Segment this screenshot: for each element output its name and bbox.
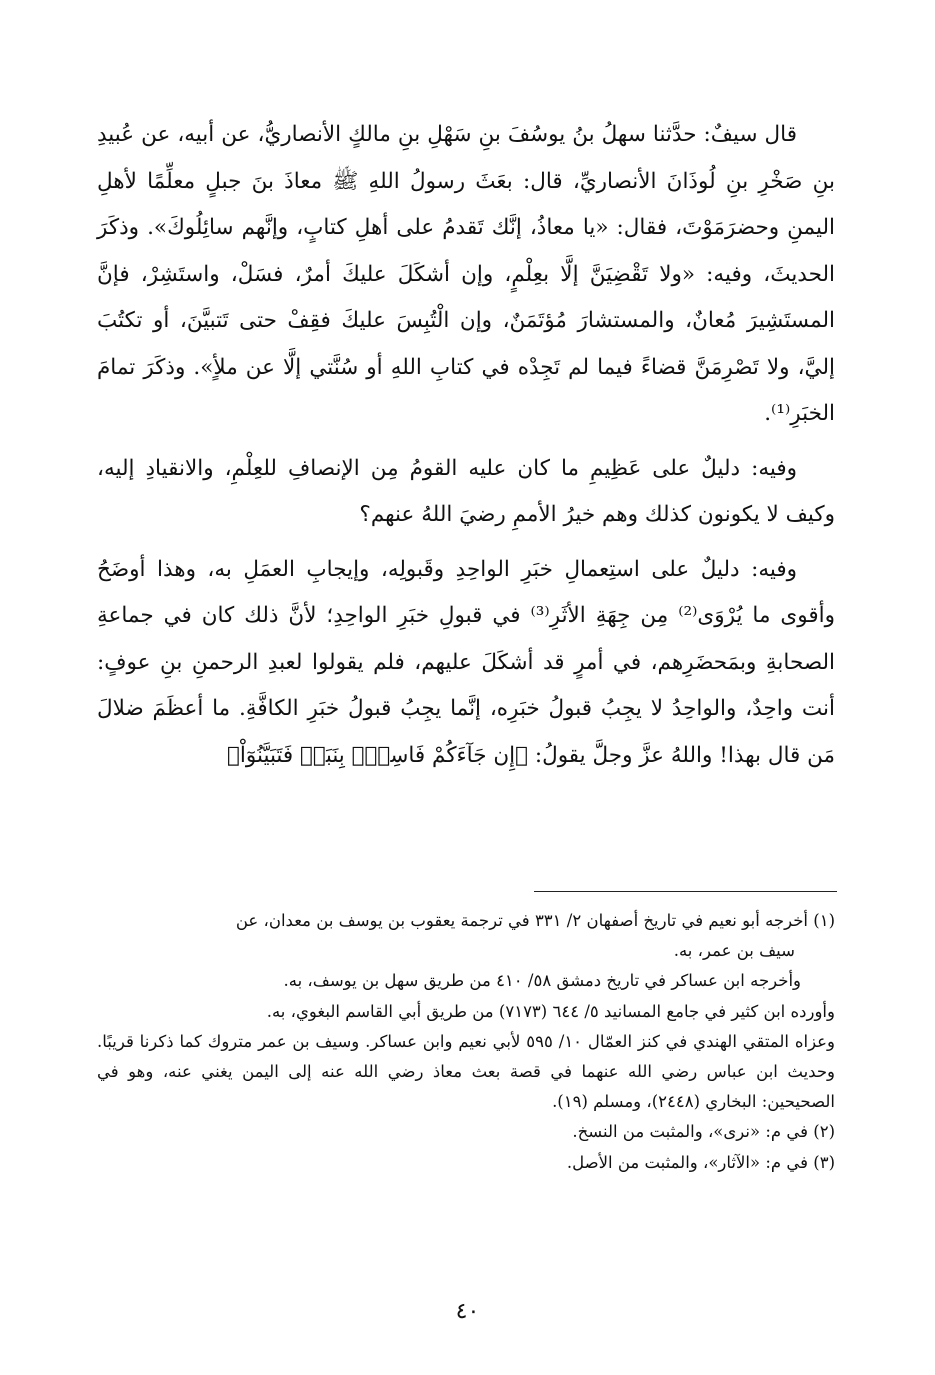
footnote-1-muttaqi: وعزاه المتقي الهندي في كنز العمّال ١٠/ ٥٩٥ لأبي نعيم وابن عساكر. وسيف بن عمر متروك كما ذكرنا قريبًا. وحديث ابن عباس رضي الله عنهما في قصة بعث معاذ رضي الله عنه إلى اليمن يغني عنه، وهو في الصحيحين: البخاري (٢٤٤٨)، ومسلم (١٩). — [97, 1031, 835, 1112]
body-paragraph: قال سيفٌ: حدَّثنا سهلُ بنُ يوسُفَ بنِ سَهْلِ بنِ مالكٍ الأنصاريُّ، عن أبيه، عن عُبيدِ بنِ صَخْرِ بنِ لُوذَانَ الأنصاريِّ، قال: بعَثَ رسولُ اللهِ ﷺ معاذَ بنَ جبلٍ معلِّمًا لأهلِ اليمنِ وحضرَمَوْتَ، فقال: «يا معاذُ، إنَّك تَقدمُ على أهلِ كتابٍ، وإنَّهم سائِلُوكَ». وذكَرَ الحديثَ، وفيه: «ولا تَقْضِيَنَّ إلَّا بعِلْمٍ، وإن أشكَلَ عليكَ أمرٌ، فسَلْ، واستَشِرْ، فإنَّ المستَشِيرَ مُعانٌ، والمستشارَ مُؤتَمَنٌ، وإن الْتُبِسَ عليكَ فقِفْ حتى تَتبيَّنَ، أو تكتُبَ إليَّ، ولا تَصْرِمَنَّ قضاءً فيما لم تَجِدْه في كتابِ اللهِ أو سُنَّتي إلَّا عن ملأٍ». وذكَرَ تمامَ الخبَرِ⁽¹⁾. — [97, 122, 835, 426]
body-paragraph: وفيه: دليلٌ على استِعمالِ خبَرِ الواحِدِ وقَبولِه، وإيجابِ العمَلِ به، وهذا أوضَحُ وأقوى ما يُرْوَى⁽²⁾ مِن جِهَةِ الأثَرِ⁽³⁾ في قبولِ خبَرِ الواحِدِ؛ لأنَّ ذلك كان في جماعةِ الصحابةِ وبمَحضَرِهم، في أمرٍ قد أشكَلَ عليهم، فلم يقولوا لعبدِ الرحمنِ بنِ عوفٍ: أنت واحِدٌ، والواحِدُ لا يجِبُ قبولُ خبَرِه، إنَّما يجِبُ قبولُ خبَرِ الكافَّةِ. ما أعظَمَ ضلالَ مَن قال بهذا! واللهُ عزَّ وجلَّ يقولُ: ﴿إِن جَآءَكُمْ فَاسِقُۢ بِنَبَإٖ فَتَبَيَّنُوٓاْ﴾ — [97, 556, 835, 768]
body-paragraph: وفيه: دليلٌ على عَظِيمِ ما كان عليه القومُ مِن الإنصافِ للعِلْمِ، والانقيادِ إليه، وكيف لا يكونون كذلك وهم خيرُ الأممِ رضيَ اللهُ عنهم؟ — [97, 455, 835, 527]
footnote-separator — [534, 891, 837, 892]
page-number: ٤٠ — [455, 1299, 480, 1324]
main-text — [97, 112, 835, 779]
footnote-1-ibn-kathir: وأورده ابن كثير في جامع المسانيد ٥/ ٦٤٤ (٧١٧٣) من طريق أبي القاسم البغوي، به. — [266, 1001, 835, 1021]
footnotes — [97, 906, 835, 1178]
footnote-1: (١) أخرجه أبو نعيم في تاريخ أصفهان ٢/ ٣٣١ في ترجمة يعقوب بن يوسف بن معدان، عن — [235, 911, 835, 930]
footnote-1-ibn-asakir: وأخرجه ابن عساكر في تاريخ دمشق ٥٨/ ٤١٠ من طريق سهل بن يوسف، به. — [283, 971, 801, 991]
footnote-2: (٢) في م: «نرى»، والمثبت من النسخ. — [572, 1122, 835, 1142]
footnote-3: (٣) في م: «الآثار»، والمثبت من الأصل. — [566, 1152, 835, 1172]
footnote-1-continuation: سيف بن عمر، به. — [673, 941, 795, 961]
